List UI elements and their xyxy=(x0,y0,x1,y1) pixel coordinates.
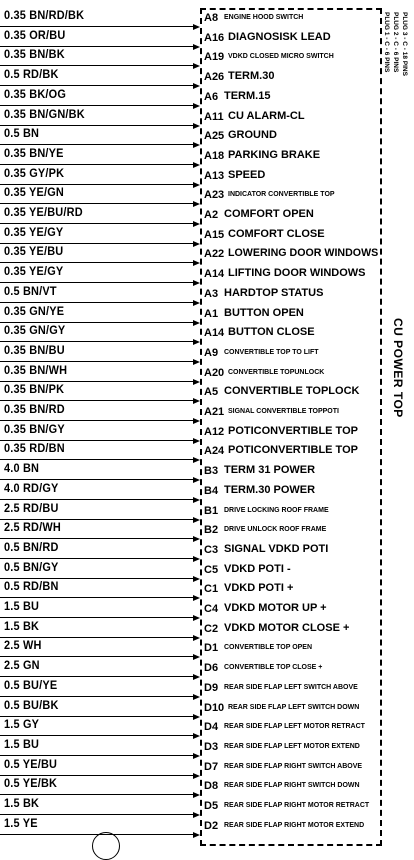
pin-number: A9 xyxy=(204,346,219,359)
pin-row xyxy=(204,658,380,680)
pin-number: A23 xyxy=(204,189,225,202)
pin-number: D6 xyxy=(204,662,219,675)
pin-row xyxy=(204,776,380,798)
pin-number: A21 xyxy=(204,406,225,418)
pin-row xyxy=(204,757,380,779)
wire-label: 1.5 BU xyxy=(4,601,40,613)
pin-row xyxy=(204,796,380,818)
pin-row xyxy=(204,126,380,148)
wire-label: 0.35 GY/PK xyxy=(4,167,65,180)
wire-label: 0.35 YE/BU xyxy=(4,246,64,259)
pin-function: REAR SIDE FLAP LEFT SWITCH ABOVE xyxy=(224,683,358,691)
wire-row xyxy=(0,8,200,30)
wire-row xyxy=(0,776,200,798)
pin-number: C2 xyxy=(204,622,219,635)
wire-label: 1.5 BU xyxy=(4,738,40,751)
pin-function: CU ALARM-CL xyxy=(228,109,305,122)
wire-label: 0.5 RD/BK xyxy=(4,69,59,82)
wire-label: 0.35 BK/OG xyxy=(4,88,67,101)
pin-number: D10 xyxy=(204,701,225,714)
pin-function: TERM 31 POWER xyxy=(224,464,316,477)
wire-row xyxy=(0,796,200,818)
pin-number: C1 xyxy=(204,583,219,596)
wire-row xyxy=(0,698,200,720)
pin-function: LOWERING DOOR WINDOWS xyxy=(228,247,379,260)
pin-number: A20 xyxy=(204,366,225,379)
pin-row xyxy=(204,205,380,227)
wire-label: 1.5 GY xyxy=(4,719,40,732)
pin-number: A19 xyxy=(204,51,225,64)
pin-number: D1 xyxy=(204,642,219,655)
control-unit-title: CU POWER TOP xyxy=(391,318,405,418)
wire-label: 4.0 BN xyxy=(4,463,40,476)
pin-function: POTICONVERTIBLE TOP xyxy=(228,444,358,457)
pin-row xyxy=(204,264,380,286)
pin-row xyxy=(204,678,380,700)
pin-function: INDICATOR CONVERTIBLE TOP xyxy=(228,191,335,199)
pin-function: VDKD MOTOR UP + xyxy=(224,602,327,614)
plug-note: PLUG 3 - C - 18 PINS xyxy=(401,12,408,76)
wire-label: 0.35 BN/PK xyxy=(4,384,65,397)
pin-row xyxy=(204,343,380,365)
pin-function: VDKD MOTOR CLOSE + xyxy=(224,621,350,634)
pin-number: A25 xyxy=(204,130,225,143)
pin-row xyxy=(204,520,380,542)
pin-function: COMFORT CLOSE xyxy=(228,227,325,240)
pin-row xyxy=(204,422,380,444)
pin-number: D8 xyxy=(204,780,219,793)
wire-label: 0.35 OR/BU xyxy=(4,29,66,42)
pin-number: A11 xyxy=(204,110,224,123)
wire-label: 0.35 YE/GN xyxy=(4,187,64,200)
pin-row xyxy=(204,540,380,562)
pin-function: REAR SIDE FLAP RIGHT MOTOR EXTEND xyxy=(224,821,365,829)
pin-function: GROUND xyxy=(228,129,277,142)
pin-function: LIFTING DOOR WINDOWS xyxy=(228,267,366,280)
pin-number: A14 xyxy=(204,327,225,340)
pin-function: CONVERTIBLE TOPLOCK xyxy=(224,385,360,398)
wire-row xyxy=(0,638,200,660)
pin-function: TERM.15 xyxy=(224,89,271,102)
wire-label: 0.35 BN/WH xyxy=(4,364,68,377)
pin-number: D3 xyxy=(204,740,219,753)
pin-row xyxy=(204,363,380,385)
pin-number: D4 xyxy=(204,721,219,734)
pin-function: REAR SIDE FLAP LEFT MOTOR RETRACT xyxy=(224,723,365,731)
wire-row xyxy=(0,441,200,463)
pin-number: A14 xyxy=(204,268,225,281)
wire-label: 2.5 RD/BU xyxy=(4,502,59,515)
pin-row xyxy=(204,382,380,404)
pin-number: A3 xyxy=(204,287,219,300)
pin-row xyxy=(204,698,380,720)
wire-row xyxy=(0,126,200,148)
wire-row xyxy=(0,244,200,266)
pin-function: BUTTON CLOSE xyxy=(228,326,315,339)
pin-number: B1 xyxy=(204,504,219,517)
pin-row xyxy=(204,441,380,463)
plug-note: PLUG 2 - C - 6 PINS xyxy=(392,12,399,73)
wire-row xyxy=(0,185,200,207)
pin-number: A12 xyxy=(204,425,225,438)
wire-row xyxy=(0,402,200,424)
pin-function: BUTTON OPEN xyxy=(224,306,304,319)
wire-label: 2.5 RD/WH xyxy=(4,522,61,535)
pin-row xyxy=(204,619,380,641)
pin-function: HARDTOP STATUS xyxy=(224,286,324,299)
pin-number: A24 xyxy=(204,445,225,458)
wire-row xyxy=(0,501,200,523)
pin-row xyxy=(204,737,380,759)
pin-row xyxy=(204,304,380,326)
pin-function: VDKD POTI + xyxy=(224,582,294,595)
wire-label: 1.5 BK xyxy=(4,620,40,633)
pin-function: DRIVE UNLOCK ROOF FRAME xyxy=(224,526,327,534)
pin-function: TERM.30 xyxy=(228,70,275,83)
wire-row xyxy=(0,579,200,601)
wire-row xyxy=(0,304,200,326)
pin-number: A18 xyxy=(204,149,225,162)
pin-row xyxy=(204,8,380,30)
wire-label: 0.5 BN/VT xyxy=(4,285,57,298)
pin-row xyxy=(204,402,380,424)
wire-row xyxy=(0,264,200,286)
wire-row xyxy=(0,481,200,503)
wire-label: 0.5 BU/BK xyxy=(4,699,59,712)
pin-function: REAR SIDE FLAP RIGHT SWITCH ABOVE xyxy=(224,762,363,770)
wire-row xyxy=(0,343,200,365)
wire-label: 0.5 YE/BU xyxy=(4,758,58,771)
pin-row xyxy=(204,599,380,621)
wire-row xyxy=(0,520,200,542)
wire-label: 0.35 BN/RD xyxy=(4,404,65,416)
pin-function: REAR SIDE FLAP RIGHT SWITCH DOWN xyxy=(224,782,360,790)
wire-row xyxy=(0,757,200,779)
pin-function: CONVERTIBLE TOPUNLOCK xyxy=(228,368,325,376)
pin-function: PARKING BRAKE xyxy=(228,148,321,161)
pin-row xyxy=(204,146,380,168)
pin-number: B2 xyxy=(204,524,219,537)
pin-function: CONVERTIBLE TOP TO LIFT xyxy=(224,348,319,356)
wire-row xyxy=(0,363,200,385)
pin-number: A8 xyxy=(204,12,219,24)
pin-row xyxy=(204,284,380,306)
pin-function: SPEED xyxy=(228,168,266,181)
wire-label: 2.5 GN xyxy=(4,660,40,673)
wire-row xyxy=(0,323,200,345)
pin-function: REAR SIDE FLAP LEFT SWITCH DOWN xyxy=(228,703,360,711)
pin-number: A5 xyxy=(204,386,219,399)
wire-label: 4.0 RD/GY xyxy=(4,482,59,495)
wire-label: 2.5 WH xyxy=(4,640,42,653)
wire-label: 0.35 GN/GY xyxy=(4,325,66,338)
wire-row xyxy=(0,540,200,562)
wire-line xyxy=(0,834,194,835)
wire-row xyxy=(0,560,200,582)
pin-number: D2 xyxy=(204,819,219,832)
wire-label: 0.5 YE/BK xyxy=(4,778,58,791)
pin-row xyxy=(204,244,380,266)
wire-label: 0.35 BN/GY xyxy=(4,423,65,436)
pin-number: A2 xyxy=(204,209,219,221)
pin-number: A22 xyxy=(204,248,225,261)
wire-row xyxy=(0,146,200,168)
pin-function: COMFORT OPEN xyxy=(224,208,314,220)
pin-row xyxy=(204,87,380,109)
wire-row xyxy=(0,205,200,227)
wire-row xyxy=(0,166,200,188)
pin-number: A13 xyxy=(204,169,225,182)
pin-number: D5 xyxy=(204,800,219,812)
pin-row xyxy=(204,560,380,582)
pin-function: REAR SIDE FLAP RIGHT MOTOR RETRACT xyxy=(224,802,370,809)
wire-label: 0.5 RD/BN xyxy=(4,581,59,594)
wire-label: 1.5 BK xyxy=(4,798,40,810)
pin-row xyxy=(204,67,380,89)
wire-label: 0.35 BN/BK xyxy=(4,49,65,62)
pin-function: CONVERTIBLE TOP CLOSE + xyxy=(224,664,323,672)
pin-row xyxy=(204,225,380,247)
wire-label: 0.35 BN/YE xyxy=(4,147,64,160)
wire-row xyxy=(0,284,200,306)
pin-row xyxy=(204,717,380,739)
wire-row xyxy=(0,28,200,50)
wire-row xyxy=(0,619,200,641)
wire-row xyxy=(0,107,200,129)
pin-row xyxy=(204,501,380,523)
wire-label: 0.35 YE/GY xyxy=(4,266,64,279)
pin-function: VDKD CLOSED MICRO SWITCH xyxy=(228,53,334,61)
wire-label: 0.35 RD/BN xyxy=(4,443,65,456)
pin-number: A15 xyxy=(204,228,225,241)
pin-function: SIGNAL VDKD POTI xyxy=(224,542,329,555)
wire-label: 0.35 BN/GN/BK xyxy=(4,108,85,121)
pin-number: A6 xyxy=(204,90,219,103)
wire-row xyxy=(0,382,200,404)
wire-label: 0.5 BN/RD xyxy=(4,541,59,554)
pin-number: C4 xyxy=(204,603,219,615)
pin-row xyxy=(204,323,380,345)
pin-function: POTICONVERTIBLE TOP xyxy=(228,424,358,437)
pin-number: D7 xyxy=(204,760,219,773)
wire-row xyxy=(0,225,200,247)
pin-function: DIAGNOSISK LEAD xyxy=(228,30,331,43)
pin-number: D9 xyxy=(204,681,219,694)
wire-row xyxy=(0,47,200,69)
wire-label: 0.35 YE/GY xyxy=(4,226,64,239)
wire-label: 0.5 BU/YE xyxy=(4,679,58,692)
wire-label: 0.5 BN/GY xyxy=(4,561,59,574)
wire-row xyxy=(0,816,200,838)
pin-row xyxy=(204,185,380,207)
pin-function: REAR SIDE FLAP LEFT MOTOR EXTEND xyxy=(224,742,360,750)
pin-row xyxy=(204,579,380,601)
wire-row xyxy=(0,717,200,739)
pin-arrow xyxy=(193,832,200,838)
pin-row xyxy=(204,461,380,483)
pin-function: CONVERTIBLE TOP OPEN xyxy=(224,644,313,652)
pin-number: A26 xyxy=(204,71,225,84)
pin-row xyxy=(204,166,380,188)
pin-number: B3 xyxy=(204,465,219,478)
pin-number: C5 xyxy=(204,563,219,576)
wire-row xyxy=(0,422,200,444)
wire-label: 0.5 BN xyxy=(4,128,40,141)
pin-row xyxy=(204,107,380,129)
pin-function: SIGNAL CONVERTIBLE TOPPOTI xyxy=(228,408,339,415)
wire-label: 0.35 GN/YE xyxy=(4,305,65,318)
pin-row xyxy=(204,816,380,838)
pin-function: VDKD POTI - xyxy=(224,562,291,575)
wire-row xyxy=(0,87,200,109)
pin-function: TERM.30 POWER xyxy=(224,483,316,496)
wire-label: 0.35 YE/BU/RD xyxy=(4,207,83,219)
wire-row xyxy=(0,67,200,89)
wire-row xyxy=(0,737,200,759)
wire-row xyxy=(0,599,200,621)
pin-number: A16 xyxy=(204,31,225,44)
pin-row xyxy=(204,481,380,503)
wire-label: 0.35 BN/BU xyxy=(4,344,65,357)
pin-number: B4 xyxy=(204,484,219,497)
pin-row xyxy=(204,28,380,50)
pin-row xyxy=(204,638,380,660)
pin-number: C3 xyxy=(204,543,219,556)
wire-row xyxy=(0,461,200,483)
wire-label: 1.5 YE xyxy=(4,817,38,830)
pin-row xyxy=(204,47,380,69)
plug-note: PLUG 1 - C - 6 PINS xyxy=(383,12,390,73)
pin-function: DRIVE LOCKING ROOF FRAME xyxy=(224,506,329,514)
wire-label: 0.35 BN/RD/BK xyxy=(4,10,85,22)
pin-function: ENGINE HOOD SWITCH xyxy=(224,14,304,21)
wire-row xyxy=(0,658,200,680)
wire-row xyxy=(0,678,200,700)
pin-number: A1 xyxy=(204,307,219,320)
